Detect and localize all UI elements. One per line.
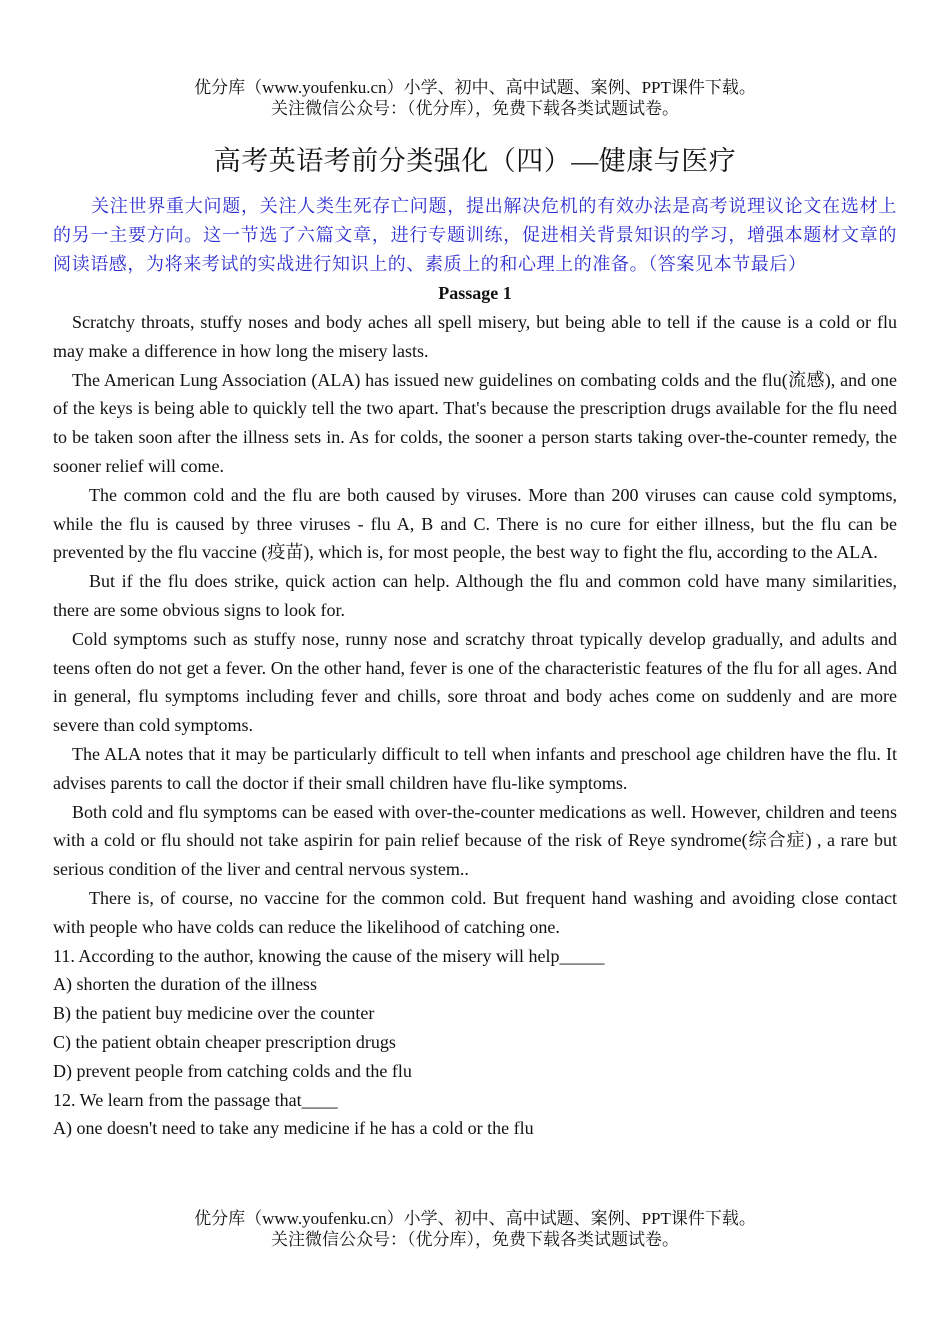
passage-paragraph: Scratchy throats, stuffy noses and body aches all spell misery, but being able to tell if the cause is a cold or flu may make a difference in how long the misery lasts. <box>53 312 897 361</box>
passage-title: Passage 1 <box>438 283 512 303</box>
question-stem: 11. According to the author, knowing the cause of the misery will help_____ <box>53 945 605 966</box>
page-header <box>0 77 950 119</box>
question-stem: 12. We learn from the passage that____ <box>53 1089 338 1110</box>
passage-paragraph: There is, of course, no vaccine for the common cold. But frequent hand washing and avoiding close contact with people who have colds can reduce the likelihood of catching one. <box>53 887 897 937</box>
page-footer <box>0 1208 950 1250</box>
question-option: D) prevent people from catching colds and the flu <box>53 1060 412 1081</box>
passage-paragraph: The American Lung Association (ALA) has issued new guidelines on combating colds and the flu(流感), and one of the keys is being able to quickly tell the two apart. That's because the prescription drugs available for the flu need to be taken soon after the illness sets in. As for colds, the sooner a person starts taking over-the-counter remedy, the sooner relief will come. <box>53 369 897 476</box>
question-option: A) shorten the duration of the illness <box>53 974 317 995</box>
footer-line-2: 关注微信公众号：（优分库），免费下载各类试题试卷。 <box>271 1230 679 1249</box>
passage-paragraph: Cold symptoms such as stuffy nose, runny nose and scratchy throat typically develop gradually, and adults and teens often do not get a fever. On the other hand, fever is one of the characteristic features of the flu for all ages. And in general, flu symptoms including fever and chills, sore throat and body aches come on suddenly and are more severe than cold symptoms. <box>53 628 897 736</box>
document-title: 高考英语考前分类强化（四）—健康与医疗 <box>213 146 737 176</box>
question-option: A) one doesn't need to take any medicine if he has a cold or the flu <box>53 1118 534 1139</box>
header-line-2: 关注微信公众号：（优分库），免费下载各类试题试卷。 <box>271 99 679 118</box>
passage-paragraph: Both cold and flu symptoms can be eased with over-the-counter medications as well. However, children and teens with a cold or flu should not take aspirin for pain relief because of the risk of Reye syndrome(综合症) , a rare but serious condition of the liver and central nervous system.. <box>53 801 897 880</box>
intro-paragraph: 关注世界重大问题，关注人类生死存亡问题，提出解决危机的有效办法是高考说理议论文在选材上的另一主要方向。这一节选了六篇文章，进行专题训练，促进相关背景知识的学习，增强本题材文章的阅读语感，为将来考试的实战进行知识上的、素质上的和心理上的准备。（答案见本节最后） <box>53 196 897 274</box>
question-option: B) the patient buy medicine over the counter <box>53 1003 375 1024</box>
passage-paragraph: But if the flu does strike, quick action can help. Although the flu and common cold have many similarities, there are some obvious signs to look for. <box>53 571 897 620</box>
footer-line-1: 优分库（www.youfenku.cn）小学、初中、高中试题、案例、PPT课件下载。 <box>194 1209 756 1228</box>
document-body <box>53 192 897 1143</box>
passage-paragraph: The ALA notes that it may be particularly difficult to tell when infants and preschool age children have the flu. It advises parents to call the doctor if their small children have flu-like symptoms. <box>53 743 897 793</box>
passage-paragraph: The common cold and the flu are both caused by viruses. More than 200 viruses can cause cold symptoms, while the flu is caused by three viruses - flu A, B and C. There is no cure for either illness, but the flu can be prevented by the flu vaccine (疫苗), which is, for most people, the best way to fight the flu, according to the ALA. <box>53 484 897 563</box>
question-option: C) the patient obtain cheaper prescription drugs <box>53 1031 396 1052</box>
header-line-1: 优分库（www.youfenku.cn）小学、初中、高中试题、案例、PPT课件下载。 <box>194 78 756 97</box>
